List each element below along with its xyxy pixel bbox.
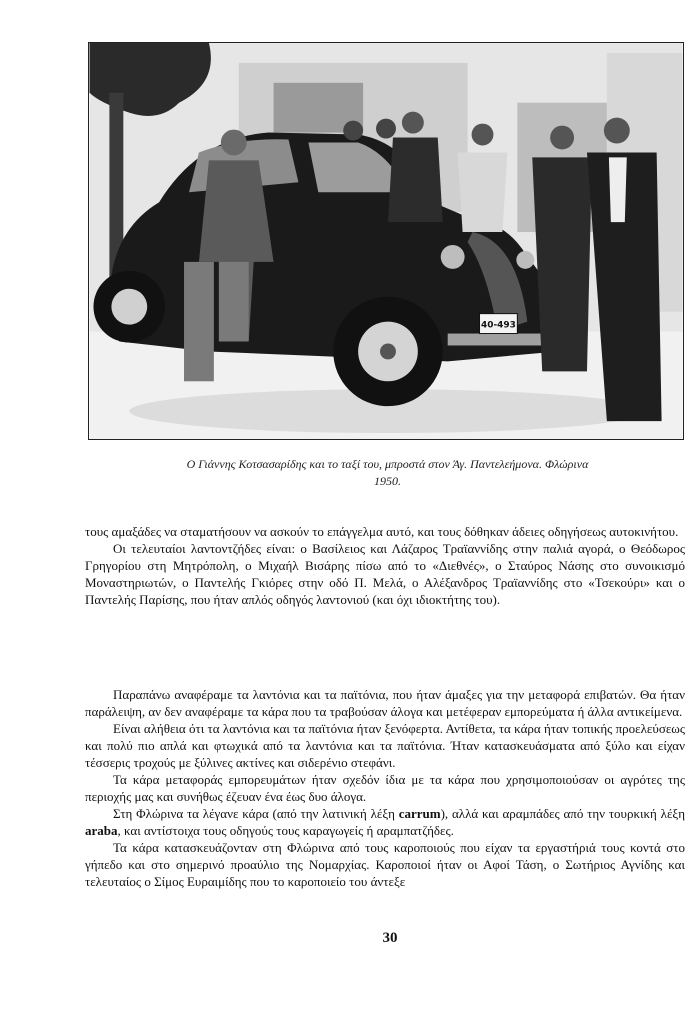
page-number: 30: [382, 930, 398, 946]
paragraph: Οι τελευταίοι λαντοντζήδες είναι: ο Βασίλειος και Λάζαρος Τραϊαννίδης στην παλιά αγορά, ο Θεόδωρος Γρηγορίου στη Μητρόπολη, ο Μιχαήλ Βισάρης πίσω από το «Διεθνές», ο Σταύρος Νάσης στο συνοικισμό Μοναστηριωτών, ο Παντελής Γκιόρες στην οδό Π. Μελά, ο Αλέξανδρος Τραϊαννίδης στο «Τσεκούρι» και ο Παντελής Παρίσης, που ήταν απλός οδηγός λαντονιού (και όχι ιδιοκτήτης του).: [85, 541, 685, 607]
term-araba: araba: [85, 823, 118, 838]
taxi-photo-illustration: [89, 43, 683, 439]
paragraph: Τα κάρα μεταφοράς εμπορευμάτων ήταν σχεδόν ίδια με τα κάρα που χρησιμοποιούσαν οι αγρότες της περιοχής μας και συνήθως έζευαν ένα έως δυο άλογα.: [85, 772, 685, 804]
historic-photo: [88, 42, 684, 440]
paragraph: Παραπάνω αναφέραμε τα λαντόνια και τα παϊτόνια, που ήταν άμαξες για την μεταφορά επιβατών. Θα ήταν παράλειψη, αν δεν αναφέραμε τα κάρα που τα τραβούσαν άλογα και μετέφεραν εμπορεύματα ή άλλα αντικείμενα.: [85, 687, 685, 719]
paragraph: Τα κάρα κατασκευάζονταν στη Φλώρινα από τους καροποιούς που είχαν τα εργαστήριά τους κοντά στο γήπεδο και στο σημερινό προαύλιο της Νομαρχίας. Καροποιοί ήταν οι Αφοί Τάση, ο Σωτήριος Αγνίδης και τελευταίος ο Σίμος Ευραιμίδης που το καροποιείο του άντεξε: [85, 840, 685, 889]
paragraph: τους αμαξάδες να σταματήσουν να ασκούν το επάγγελμα αυτό, και τους δόθηκαν άδειες οδηγήσεως αυτοκινήτου.: [85, 524, 679, 539]
text-run: ), αλλά και αραμπάδες από την τουρκική λέξη: [440, 806, 685, 821]
license-plate: 40-493: [481, 320, 516, 331]
text-run: , και αντίστοιχα τους οδηγούς τους καραγωγείς ή αραμπατζήδες.: [117, 823, 454, 838]
term-carrum: carrum: [398, 806, 441, 821]
text-block-1: [85, 523, 685, 608]
photo-caption: [100, 456, 675, 490]
caption-line-1: Ο Γιάννης Κοτσασαρίδης και το ταξί του, μπροστά στον Άγ. Παντελεήμονα. Φλώρινα: [186, 457, 589, 471]
paragraph: Είναι αλήθεια ότι τα λαντόνια και τα παϊτόνια ήταν ξενόφερτα. Αντίθετα, τα κάρα ήταν τοπικής προελεύσεως και πολύ πιο απλά και φτωχικά από τα λαντόνια και τα παϊτόνια. Ήταν κατασκευάσματα από ξύλο και είχαν τέσσερις τροχούς με ξύλινες ακτίνες και σιδερένιο στεφάνι.: [85, 721, 685, 770]
paragraph: [85, 805, 685, 839]
text-run: Στη Φλώρινα τα λέγανε κάρα (από την λατινική λέξη: [113, 806, 399, 821]
text-block-2: [85, 686, 685, 890]
caption-line-2: 1950.: [374, 474, 401, 488]
